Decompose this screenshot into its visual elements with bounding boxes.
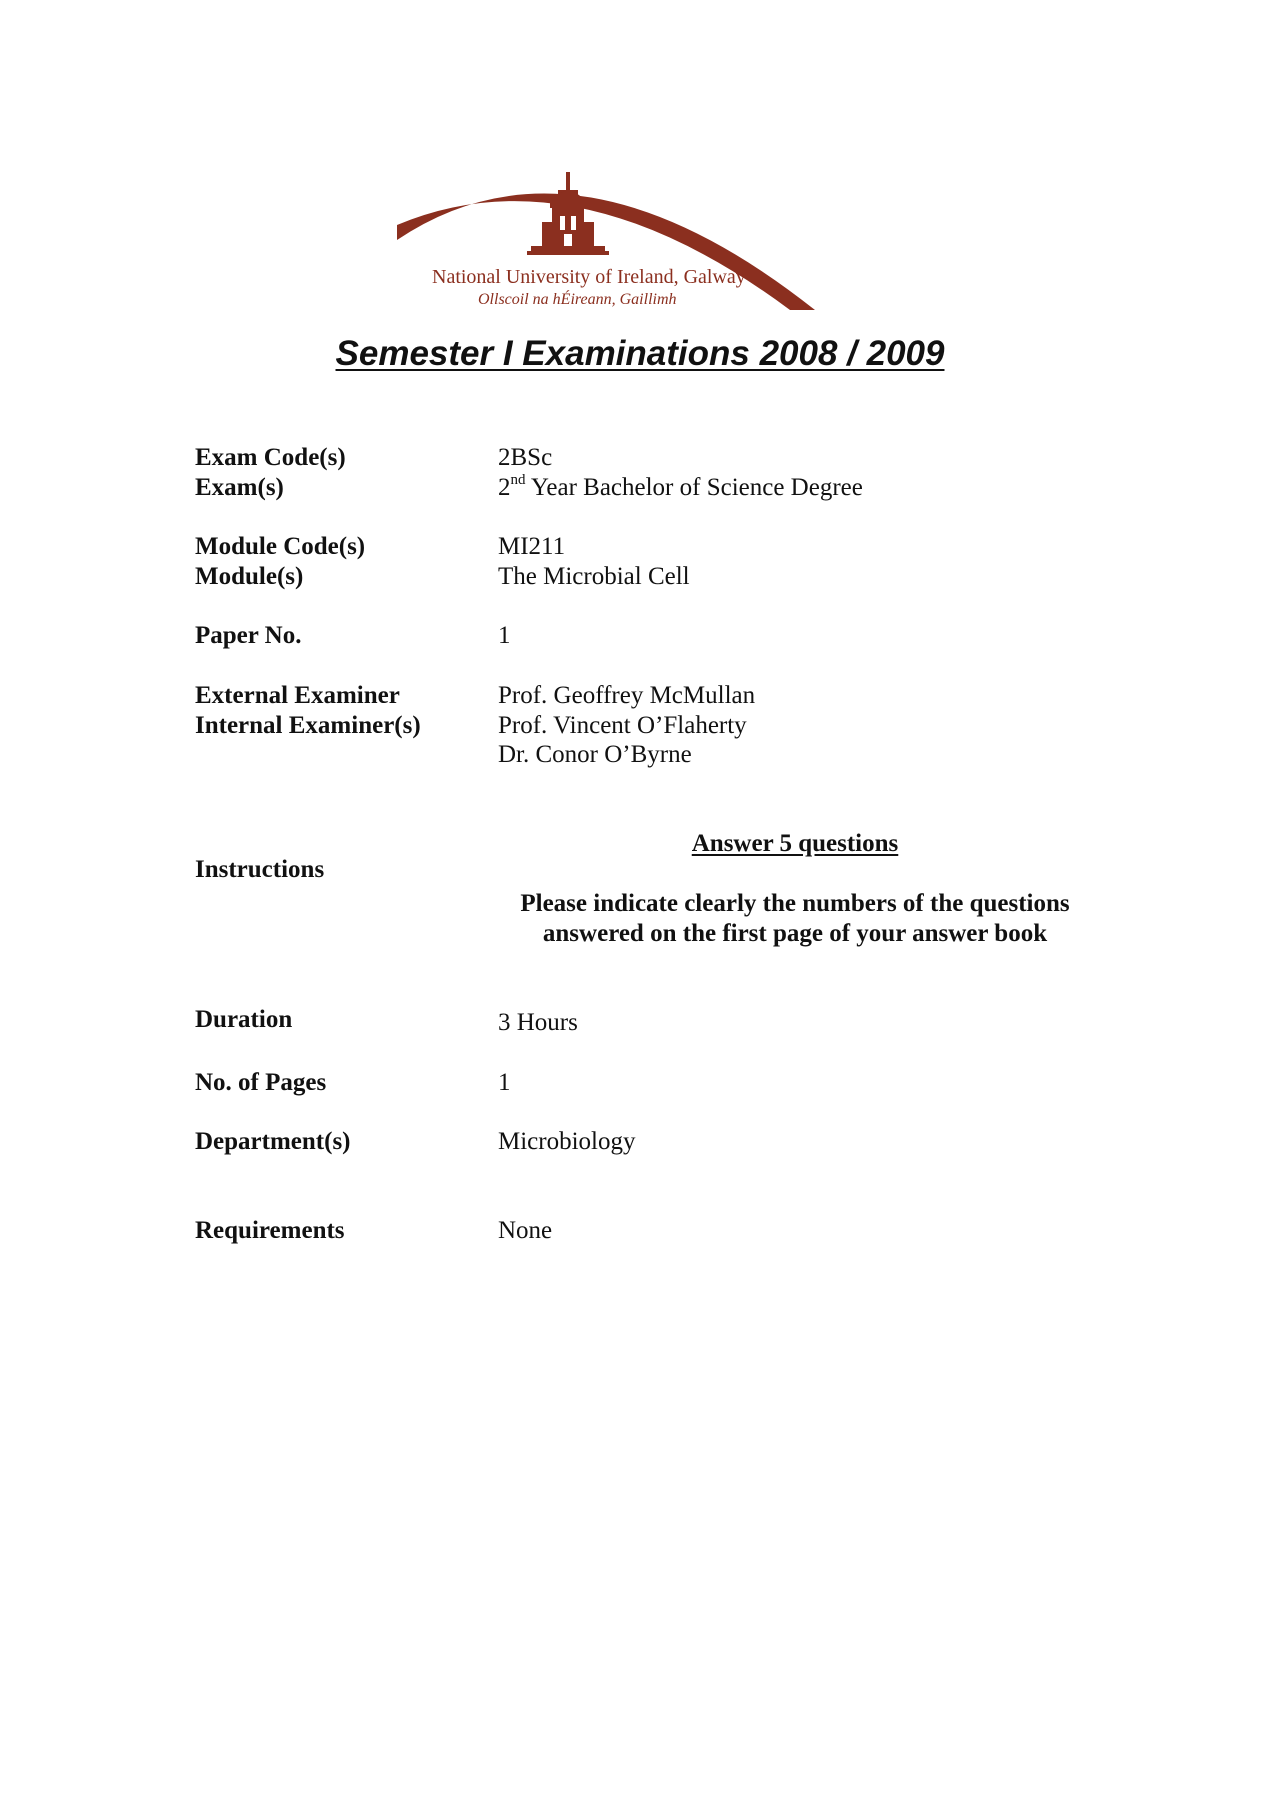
internal-examiner-value: Prof. Vincent O’Flaherty: [498, 712, 747, 739]
university-logo: [395, 150, 885, 315]
department-label: Department(s): [195, 1128, 351, 1155]
page-title: Semester I Examinations 2008 / 2009: [335, 334, 945, 373]
module-code-value: MI211: [498, 533, 566, 560]
instructions-label: Instructions: [195, 856, 325, 883]
instructions-line-2: answered on the first page of your answer book: [542, 920, 1048, 947]
no-of-pages-label: No. of Pages: [195, 1069, 327, 1096]
svg-text:National University of Ireland: National University of Ireland, Galway: [432, 266, 746, 288]
requirements-value: None: [498, 1217, 553, 1244]
no-of-pages-value: 1: [498, 1069, 511, 1096]
requirements-label: Requirements: [195, 1217, 345, 1244]
internal-examiner-value-2: Dr. Conor O’Byrne: [498, 741, 692, 768]
instructions-line-1: Please indicate clearly the numbers of the questions: [520, 890, 1070, 917]
module-label: Module(s): [195, 563, 304, 590]
department-value: Microbiology: [498, 1128, 636, 1155]
instructions-heading: Answer 5 questions: [691, 830, 899, 857]
exam-code-value: 2BSc: [498, 444, 553, 471]
external-examiner-value: Prof. Geoffrey McMullan: [498, 682, 756, 709]
module-code-label: Module Code(s): [195, 533, 366, 560]
duration-label: Duration: [195, 1006, 293, 1033]
exam-label: Exam(s): [195, 474, 284, 501]
exam-value: 2nd Year Bachelor of Science Degree: [498, 472, 863, 501]
svg-text:Ollscoil na hÉireann, Gaillimh: Ollscoil na hÉireann, Gaillimh: [478, 291, 677, 308]
module-value: The Microbial Cell: [498, 563, 690, 590]
university-crest-icon: [395, 150, 885, 315]
exam-code-label: Exam Code(s): [195, 444, 346, 471]
internal-examiner-label: Internal Examiner(s): [195, 712, 421, 739]
duration-value: 3 Hours: [498, 1009, 578, 1036]
paper-no-label: Paper No.: [195, 622, 302, 649]
external-examiner-label: External Examiner: [195, 682, 400, 709]
paper-no-value: 1: [498, 622, 511, 649]
